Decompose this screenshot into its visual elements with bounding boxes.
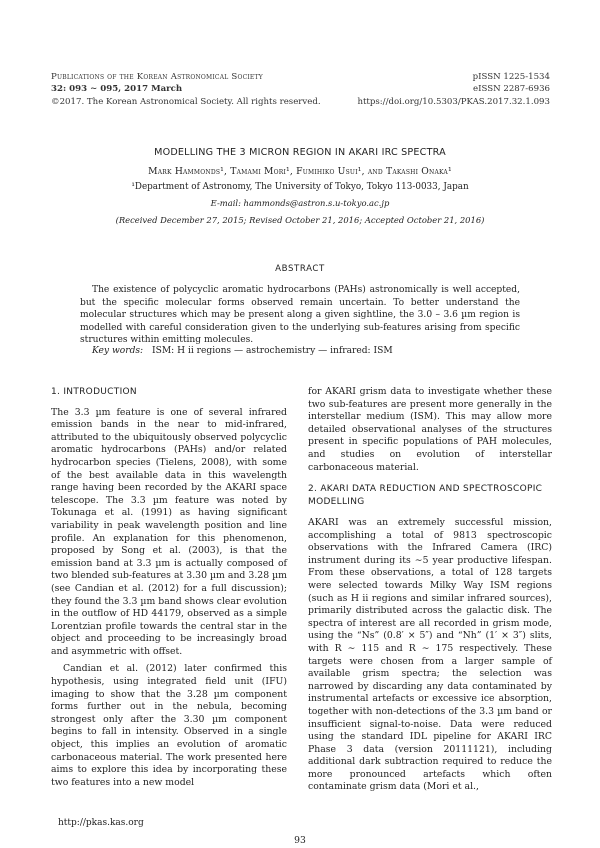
volume-line: 32: 093 ∼ 095, 2017 March: [51, 84, 183, 95]
affiliation: ¹Department of Astronomy, The University of Tokyo, Tokyo 113-0033, Japan: [131, 182, 469, 192]
running-header-left: [51, 71, 351, 108]
pissn: pISSN 1225-1534: [472, 72, 550, 82]
journal-name: Publications of the Korean Astronomical Society: [51, 72, 263, 82]
right-column-top: [308, 386, 552, 474]
section-2-heading: 2. AKARI DATA REDUCTION AND SPECTROSCOPIC MODELLING: [308, 484, 543, 507]
keywords-line: [80, 345, 520, 358]
section-2-paragraph-1: AKARI was an extremely successful mission, accomplishing a total of 9813 spectroscopic observations with the Infrared Camera (IRC) instrument during its ∼5 year productive lifespan. From these observations, a total of 128 targets were selected towards Milky Way ISM regions (such as H ii regions and similar infrared sources), primarily distributed across the galactic disk. The spectra of interest are all recorded in grism mode, using the “Ns” (0.8′ × 5″) and “Nh” (1′ × 3″) slits, with R ∼ 115 and R ∼ 175 respectively. These targets were chosen from a larger sample of available grism spectra; the selection was narrowed by discarding any data contaminated by instrumental artefacts or excessive ice absorption, together with non-detections of the 3.3 µm band or insufficient signal-to-noise. Data were reduced using the standard IDL pipeline for AKARI IRC Phase 3 data (version 20111121), including additional dark subtraction required to reduce the more pronounced artefacts which often contaminate grism data (Mori et al.,: [308, 517, 552, 793]
copyright-line: ©2017. The Korean Astronomical Society. All rights reserved.: [51, 96, 321, 107]
page-number: 93: [294, 835, 306, 846]
abstract-body: [80, 284, 520, 347]
intro-paragraph-3: for AKARI grism data to investigate whether these two sub-features are present more generally in the interstellar medium (ISM). This may allow more detailed observational analyses of the structures present in specific populations of PAH molecules, and studies on evolution of interstellar carbonaceous material.: [308, 386, 552, 473]
paper-title: MODELLING THE 3 MICRON REGION IN AKARI IRC SPECTRA: [154, 147, 446, 158]
abstract-text: The existence of polycyclic aromatic hydrocarbons (PAHs) astronomically is well accepted, but the specific molecular forms observed remain uncertain. To better understand the molecular structures which may be present along a given sightline, the 3.0 – 3.6 µm region is modelled with careful consideration given to the underlying sub-features arising from specific structures within emitting molecules.: [80, 285, 520, 346]
abstract-heading: ABSTRACT: [275, 264, 325, 274]
running-header-right: [330, 71, 550, 108]
footer-url[interactable]: http://pkas.kas.org: [58, 818, 144, 828]
keywords-label: Key words:: [92, 346, 144, 356]
contact-email[interactable]: E-mail: hammonds@astron.s.u-tokyo.ac.jp: [210, 198, 390, 208]
keywords-text: ISM: H ii regions — astrochemistry — infrared: ISM: [152, 346, 393, 356]
right-column-section-2: [308, 517, 552, 794]
author-list: Mark Hammonds¹, Tamami Mori¹, Fumihiko Usui¹, and Takashi Onaka¹: [148, 166, 452, 177]
left-column: [51, 387, 287, 789]
intro-heading: 1. INTRODUCTION: [51, 387, 137, 397]
doi-link[interactable]: https://doi.org/10.5303/PKAS.2017.32.1.093: [357, 96, 550, 107]
received-dates: (Received December 27, 2015; Revised October 21, 2016; Accepted October 21, 2016): [115, 215, 485, 225]
intro-paragraph-2: Candian et al. (2012) later confirmed this hypothesis, using integrated field unit (IFU) imaging to show that the 3.28 µm component forms further out in the nebula, becoming strongest only after the 3.30 µm component begins to fall in intensity. Observed in a single object, this implies an evolution of aromatic carbonaceous material. The work presented here aims to explore this idea by incorporating these two features into a new model: [51, 663, 287, 788]
intro-paragraph-1: The 3.3 µm feature is one of several infrared emission bands in the near to mid-infrared, attributed to the ubiquitously observed polycyclic aromatic hydrocarbons (PAHs) and/or related hydrocarbon species (Tielens, 2008), with some of the best available data in this wavelength range having been recorded by the AKARI space telescope. The 3.3 µm feature was noted by Tokunaga et al. (1991) as having significant variability in peak wavelength position and line profile. An explanation for this phenomenon, proposed by Song et al. (2003), is that the emission band at 3.3 µm is actually composed of two blended sub-features at 3.30 µm and 3.28 µm (see Candian et al. (2012) for a full discussion); they found the 3.3 µm band shows clear evolution in the outflow of HD 44179, observed as a simple Lorentzian profile towards the central star in the object and proceeding to be increasingly broad and asymmetric with offset.: [51, 406, 287, 657]
eissn: eISSN 2287-6936: [473, 84, 550, 95]
